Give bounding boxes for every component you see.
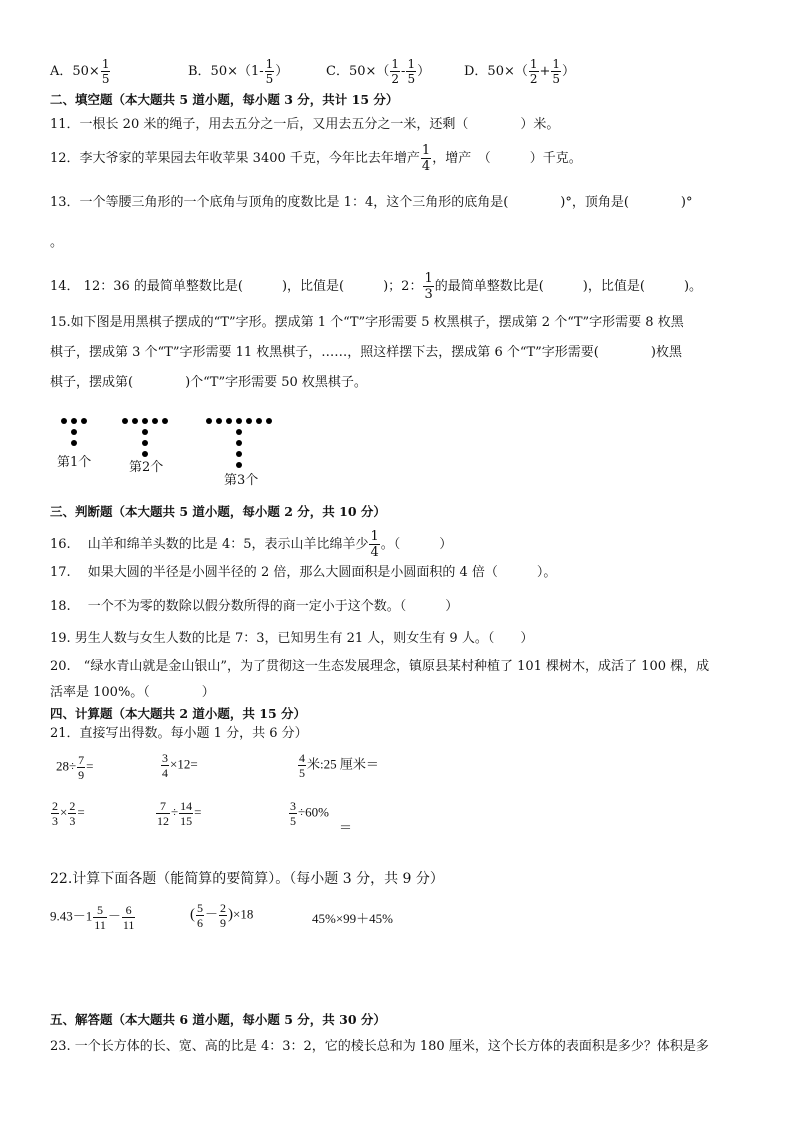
question-16: 16. 山羊和绵羊头数的比是 4：5，表示山羊比绵羊少 $\frac{1}{4}$ 。（ ） xyxy=(50,529,453,560)
fraction: $\frac{1}{3}$ xyxy=(424,271,433,302)
expr-5: $\frac{7}{12}$ ÷ $\frac{14}{15}$ = xyxy=(157,799,202,828)
question-18: 18. 一个不为零的数除以假分数所得的商一定小于这个数。（ ） xyxy=(50,599,459,614)
fraction: $\frac{1}{5}$ xyxy=(101,57,110,86)
expr-6: $\frac{3}{5}$ ÷60% xyxy=(290,799,329,828)
expr-3: $\frac{4}{5}$ 米:25 厘米＝ xyxy=(299,751,379,780)
fraction: $\frac{1}{4}$ xyxy=(370,529,379,560)
section-title-calculation: 四、计算题（本大题共 2 道小题，共 15 分） xyxy=(50,706,307,721)
section-title-fill-blank: 二、填空题（本大题共 5 道小题，每小题 3 分，共计 15 分） xyxy=(50,92,399,107)
fraction: $\frac{1}{5}$ xyxy=(265,57,274,86)
section-title-judgement: 三、判断题（本大题共 5 道小题，每小题 2 分，共 10 分） xyxy=(50,504,386,519)
fraction: $\frac{1}{2}$ xyxy=(529,57,538,86)
question-13: 13．一个等腰三角形的一个底角与顶角的度数比是 1：4，这个三角形的底角是( )°，顶角是( )° xyxy=(50,195,693,210)
option-c: C．50×（ $\frac{1}{2}$ - $\frac{1}{5}$ ） xyxy=(326,57,431,86)
expr-4: $\frac{2}{3}$ × $\frac{2}{3}$ = xyxy=(52,799,85,828)
figure-label-2: 第2个 xyxy=(129,460,164,475)
question-20-line2: 活率是 100%。（ ） xyxy=(50,685,215,700)
calc-1: 9.43－1 $\frac{5}{11}$ － $\frac{6}{11}$ xyxy=(50,903,135,932)
question-21: 21．直接写出得数。每小题 1 分，共 6 分） xyxy=(50,726,308,741)
calc-3: 45%×99＋45% xyxy=(312,911,393,926)
section-title-word-problems: 五、解答题（本大题共 6 道小题，每小题 5 分，共 30 分） xyxy=(50,1012,386,1027)
option-b: B．50×（1- $\frac{1}{5}$ ） xyxy=(188,57,289,86)
question-13-end: 。 xyxy=(50,235,64,250)
figure-label-3: 第3个 xyxy=(224,473,259,488)
question-22: 22.计算下面各题（能简算的要简算）。（每小题 3 分，共 9 分） xyxy=(50,871,444,887)
option-a: A．50× $\frac{1}{5}$ xyxy=(50,57,110,86)
expr-2: $\frac{3}{4}$ ×12= xyxy=(162,751,198,780)
question-17: 17. 如果大圆的半径是小圆半径的 2 倍，那么大圆面积是小圆面积的 4 倍（ ）。 xyxy=(50,565,557,580)
question-11: 11．一根长 20 米的绳子，用去五分之一后，又用去五分之一米，还剩（ ）米。 xyxy=(50,117,560,132)
fraction: $\frac{1}{4}$ xyxy=(421,143,431,174)
question-20-line1: 20. “绿水青山就是金山银山”，为了贯彻这一生态发展理念，镇原县某村种植了 101 棵树木，成活了 100 棵，成 xyxy=(50,659,710,674)
fraction: $\frac{1}{2}$ xyxy=(391,57,400,86)
figure-label-1: 第1个 xyxy=(57,455,92,470)
question-15-line1: 15.如下图是用黑棋子摆成的“T”字形。摆成第 1 个“T”字形需要 5 枚黑棋子，摆成第 2 个“T”字形需要 8 枚黑 xyxy=(50,315,684,330)
question-15-line2: 棋子，摆成第 3 个“T”字形需要 11 枚黑棋子，……，照这样摆下去，摆成第 6 个“T”字形需要( )枚黑 xyxy=(50,345,682,360)
question-12: 12．李大爷家的苹果园去年收苹果 3400 千克，今年比去年增产 $\frac{1}{4}$ ，增产 （ ）千克。 xyxy=(50,143,582,174)
question-23: 23. 一个长方体的长、宽、高的比是 4：3：2，它的棱长总和为 180 厘米，这个长方体的表面积是多少？体积是多 xyxy=(50,1039,709,1054)
question-15-line3: 棋子，摆成第( )个“T”字形需要 50 枚黑棋子。 xyxy=(50,375,367,390)
option-d: D．50×（ $\frac{1}{2}$ + $\frac{1}{5}$ ） xyxy=(464,57,576,86)
fraction: $\frac{1}{5}$ xyxy=(407,57,416,86)
calc-2: ( $\frac{5}{6}$ － $\frac{2}{9}$ )×18 xyxy=(190,901,254,930)
question-19: 19. 男生人数与女生人数的比是 7：3，已知男生有 21 人，则女生有 9 人。（ ） xyxy=(50,631,534,646)
question-14: 14． 12：36 的最简单整数比是( )，比值是( )；2： $\frac{1}{3}$ 的最简单整数比是( )，比值是( )。 xyxy=(50,271,703,302)
expr-1: 28÷ $\frac{7}{9}$ = xyxy=(56,753,94,782)
fraction: $\frac{1}{5}$ xyxy=(552,57,561,86)
expr-6-equals: ＝ xyxy=(339,820,353,835)
